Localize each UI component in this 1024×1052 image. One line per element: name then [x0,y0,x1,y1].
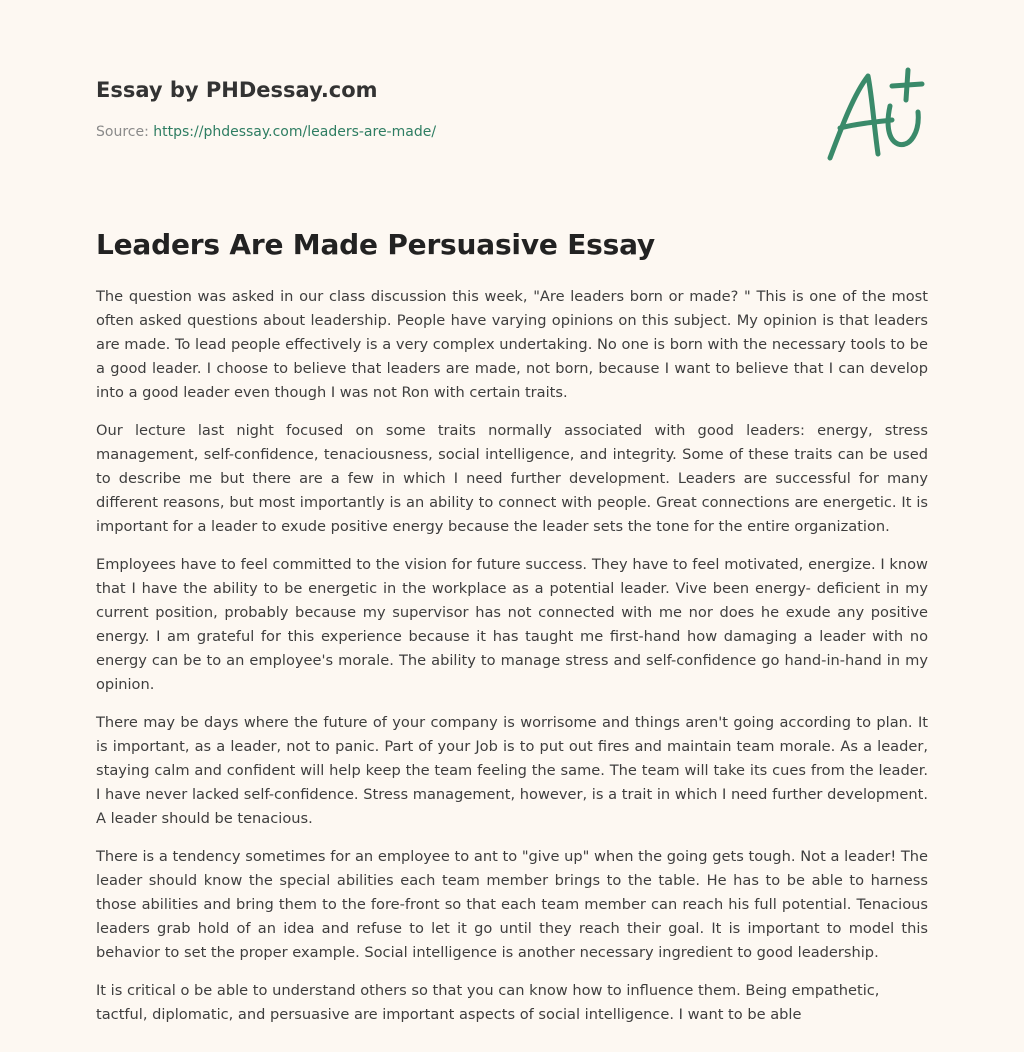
essay-title: Leaders Are Made Persuasive Essay [96,228,655,261]
source-link[interactable]: https://phdessay.com/leaders-are-made/ [153,124,437,140]
paragraph: The question was asked in our class discussion this week, "Are leaders born or made? " This is one of the most often asked questions about leadership. People have varying opinions on this subject. My opinion is that leaders are made. To lead people effectively is a very complex undertaking. No one is born with the necessary tools to be a good leader. I choose to believe that leaders are made, not born, because I want to believe that I can develop into a good leader even though I was not Ron with certain traits. [96,288,928,401]
essay-body [96,285,928,1041]
a-plus-grade-icon [822,66,932,166]
essay-header [96,76,796,142]
paragraph: It is critical o be able to understand others so that you can know how to influence them. Being empathetic, tactful, diplomatic, and persuasive are important aspects of social intelligence. I want to be able [96,982,880,1023]
site-brand: Essay by PHDessay.com [96,78,378,102]
paragraph: Employees have to feel committed to the vision for future success. They have to feel motivated, energize. I know that I have the ability to be energetic in the workplace as a potential leader. Vive been energy- deficient in my current position, probably because my supervisor has not connected with me nor does he exude any positive energy. I am grateful for this experience because it has taught me first-hand how damaging a leader with no energy can be to an employee's morale. The ability to manage stress and self-confidence go hand-in-hand in my opinion. [96,556,928,693]
paragraph: There is a tendency sometimes for an employee to ant to "give up" when the going gets tough. Not a leader! The leader should know the special abilities each team member brings to the table. He has to be able to harness those abilities and bring them to the fore-front so that each team member can reach his full potential. Tenacious leaders grab hold of an idea and refuse to let it go until they reach their goal. It is important to model this behavior to set the proper example. Social intelligence is another necessary ingredient to good leadership. [96,848,928,961]
source-label: Source: [96,124,154,140]
paragraph: Our lecture last night focused on some traits normally associated with good leaders: energy, stress management, self-confidence, tenaciousness, social intelligence, and integrity. Some of these traits can be used to describe me but there are a few in which I need further development. Leaders are successful for many different reasons, but most importantly is an ability to connect with people. Great connections are energetic. It is important for a leader to exude positive energy because the leader sets the tone for the entire organization. [96,422,928,535]
paragraph: There may be days where the future of your company is worrisome and things aren't going according to plan. It is important, as a leader, not to panic. Part of your Job is to put out fires and maintain team morale. As a leader, staying calm and confident will help keep the team feeling the same. The team will take its cues from the leader. I have never lacked self-confidence. Stress management, however, is a trait in which I need further development. A leader should be tenacious. [96,714,928,827]
source-line [96,122,796,142]
